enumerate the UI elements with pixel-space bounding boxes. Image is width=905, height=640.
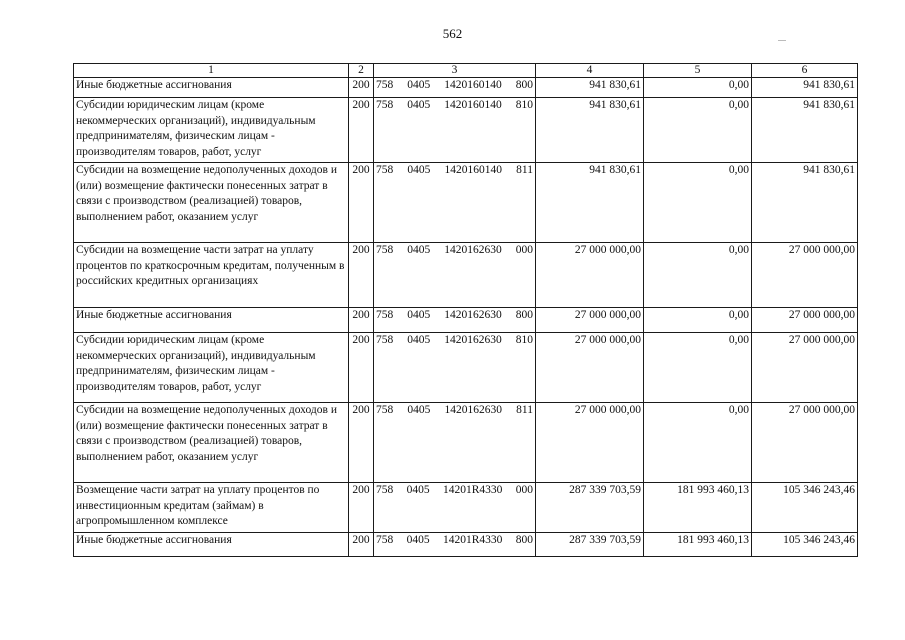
- amount-plan-cell: 27 000 000,00: [536, 403, 644, 483]
- group-code-cell: 200: [349, 333, 374, 403]
- budget-code-cell: [374, 78, 536, 98]
- ministry-code: 758: [376, 79, 394, 91]
- amount-plan-cell: 941 830,61: [536, 163, 644, 243]
- amount-federal-cell: 0,00: [644, 98, 752, 163]
- budget-code-cell: [374, 483, 536, 533]
- header-cell: 6: [752, 64, 858, 78]
- group-code-cell: 200: [349, 78, 374, 98]
- amount-federal-cell: 181 993 460,13: [644, 533, 752, 557]
- ministry-code: 758: [376, 534, 394, 546]
- section-code: 0405: [407, 404, 431, 416]
- amount-federal-cell: 0,00: [644, 308, 752, 333]
- table-header-row: [74, 64, 858, 78]
- amount-plan-cell: 27 000 000,00: [536, 243, 644, 308]
- budget-code-cell: [374, 403, 536, 483]
- table-row: [74, 308, 858, 333]
- header-cell: 5: [644, 64, 752, 78]
- amount-federal-cell: 0,00: [644, 78, 752, 98]
- table-row: [74, 98, 858, 163]
- section-code: 0405: [407, 79, 431, 91]
- amount-federal-cell: 0,00: [644, 403, 752, 483]
- section-code: 0405: [407, 164, 431, 176]
- target-article-code: 14201R4330: [442, 484, 503, 496]
- group-code-cell: 200: [349, 403, 374, 483]
- section-code: 0405: [407, 309, 431, 321]
- amount-regional-cell: 27 000 000,00: [752, 243, 858, 308]
- amount-plan-cell: 941 830,61: [536, 78, 644, 98]
- expense-type-code: 800: [515, 79, 533, 91]
- header-cell: 2: [349, 64, 374, 78]
- expense-name-cell: Субсидии юридическим лицам (кроме некоммерческих организаций), индивидуальным предпринимателям, физическим лицам - производителям товаров, работ, услуг: [74, 98, 349, 163]
- amount-plan-cell: 287 339 703,59: [536, 483, 644, 533]
- group-code-cell: 200: [349, 243, 374, 308]
- ministry-code: 758: [376, 164, 394, 176]
- target-article-code: 1420160140: [444, 99, 502, 111]
- section-code: 0405: [406, 484, 430, 496]
- budget-code-cell: [374, 98, 536, 163]
- amount-federal-cell: 181 993 460,13: [644, 483, 752, 533]
- target-article-code: 1420160140: [444, 79, 502, 91]
- target-article-code: 1420162630: [444, 309, 502, 321]
- expense-name-cell: Иные бюджетные ассигнования: [74, 308, 349, 333]
- amount-plan-cell: 941 830,61: [536, 98, 644, 163]
- ministry-code: 758: [376, 99, 394, 111]
- group-code-cell: 200: [349, 533, 374, 557]
- expense-name-cell: Иные бюджетные ассигнования: [74, 533, 349, 557]
- ministry-code: 758: [376, 484, 394, 496]
- section-code: 0405: [407, 244, 431, 256]
- expense-type-code: 000: [515, 484, 533, 496]
- target-article-code: 1420162630: [444, 334, 502, 346]
- section-code: 0405: [407, 99, 431, 111]
- amount-regional-cell: 105 346 243,46: [752, 483, 858, 533]
- group-code-cell: 200: [349, 98, 374, 163]
- header-cell: 1: [74, 64, 349, 78]
- group-code-cell: 200: [349, 163, 374, 243]
- expense-name-cell: Субсидии на возмещение недополученных доходов и (или) возмещение фактически понесенных затрат в связи с производством (реализацией) товаров, выполнением работ, оказанием услуг: [74, 403, 349, 483]
- table-row: [74, 78, 858, 98]
- expense-name-cell: Возмещение части затрат на уплату процентов по инвестиционным кредитам (займам) в агропромышленном комплексе: [74, 483, 349, 533]
- page-number: 562: [442, 26, 463, 41]
- expense-type-code: 810: [515, 99, 533, 111]
- budget-code-cell: [374, 333, 536, 403]
- expense-name-cell: Субсидии на возмещение части затрат на уплату процентов по краткосрочным кредитам, полученным в российских кредитных организациях: [74, 243, 349, 308]
- section-code: 0405: [407, 334, 431, 346]
- table-row: [74, 403, 858, 483]
- amount-regional-cell: 27 000 000,00: [752, 403, 858, 483]
- section-code: 0405: [406, 534, 430, 546]
- amount-federal-cell: 0,00: [644, 243, 752, 308]
- amount-regional-cell: 941 830,61: [752, 98, 858, 163]
- ministry-code: 758: [376, 334, 394, 346]
- table-row: [74, 533, 858, 557]
- expense-type-code: 811: [516, 164, 533, 176]
- amount-regional-cell: 27 000 000,00: [752, 333, 858, 403]
- ministry-code: 758: [376, 244, 394, 256]
- group-code-cell: 200: [349, 308, 374, 333]
- amount-plan-cell: 27 000 000,00: [536, 333, 644, 403]
- expense-type-code: 810: [515, 334, 533, 346]
- expense-name-cell: Субсидии на возмещение недополученных доходов и (или) возмещение фактически понесенных затрат в связи с производством (реализацией) товаров, выполнением работ, оказанием услуг: [74, 163, 349, 243]
- ministry-code: 758: [376, 404, 394, 416]
- amount-regional-cell: 941 830,61: [752, 163, 858, 243]
- target-article-code: 1420162630: [444, 244, 502, 256]
- header-cell: 3: [374, 64, 536, 78]
- table-row: [74, 483, 858, 533]
- amount-plan-cell: 287 339 703,59: [536, 533, 644, 557]
- target-article-code: 1420162630: [444, 404, 503, 416]
- table-row: [74, 333, 858, 403]
- budget-code-cell: [374, 533, 536, 557]
- budget-code-cell: [374, 243, 536, 308]
- group-code-cell: 200: [349, 483, 374, 533]
- table-row: [74, 243, 858, 308]
- expense-type-code: 811: [516, 404, 533, 416]
- amount-plan-cell: 27 000 000,00: [536, 308, 644, 333]
- budget-code-cell: [374, 308, 536, 333]
- table-row: [74, 163, 858, 243]
- expense-name-cell: Иные бюджетные ассигнования: [74, 78, 349, 98]
- target-article-code: 1420160140: [444, 164, 503, 176]
- expense-type-code: 000: [515, 244, 533, 256]
- header-cell: 4: [536, 64, 644, 78]
- amount-regional-cell: 941 830,61: [752, 78, 858, 98]
- budget-code-cell: [374, 163, 536, 243]
- expense-name-cell: Субсидии юридическим лицам (кроме некоммерческих организаций), индивидуальным предпринимателям, физическим лицам - производителям товаров, работ, услуг: [74, 333, 349, 403]
- amount-regional-cell: 105 346 243,46: [752, 533, 858, 557]
- amount-regional-cell: 27 000 000,00: [752, 308, 858, 333]
- amount-federal-cell: 0,00: [644, 333, 752, 403]
- budget-table: [73, 63, 858, 557]
- target-article-code: 14201R4330: [442, 534, 503, 546]
- expense-type-code: 800: [515, 309, 533, 321]
- expense-type-code: 800: [515, 534, 533, 546]
- amount-federal-cell: 0,00: [644, 163, 752, 243]
- scan-mark: [778, 40, 786, 41]
- ministry-code: 758: [376, 309, 394, 321]
